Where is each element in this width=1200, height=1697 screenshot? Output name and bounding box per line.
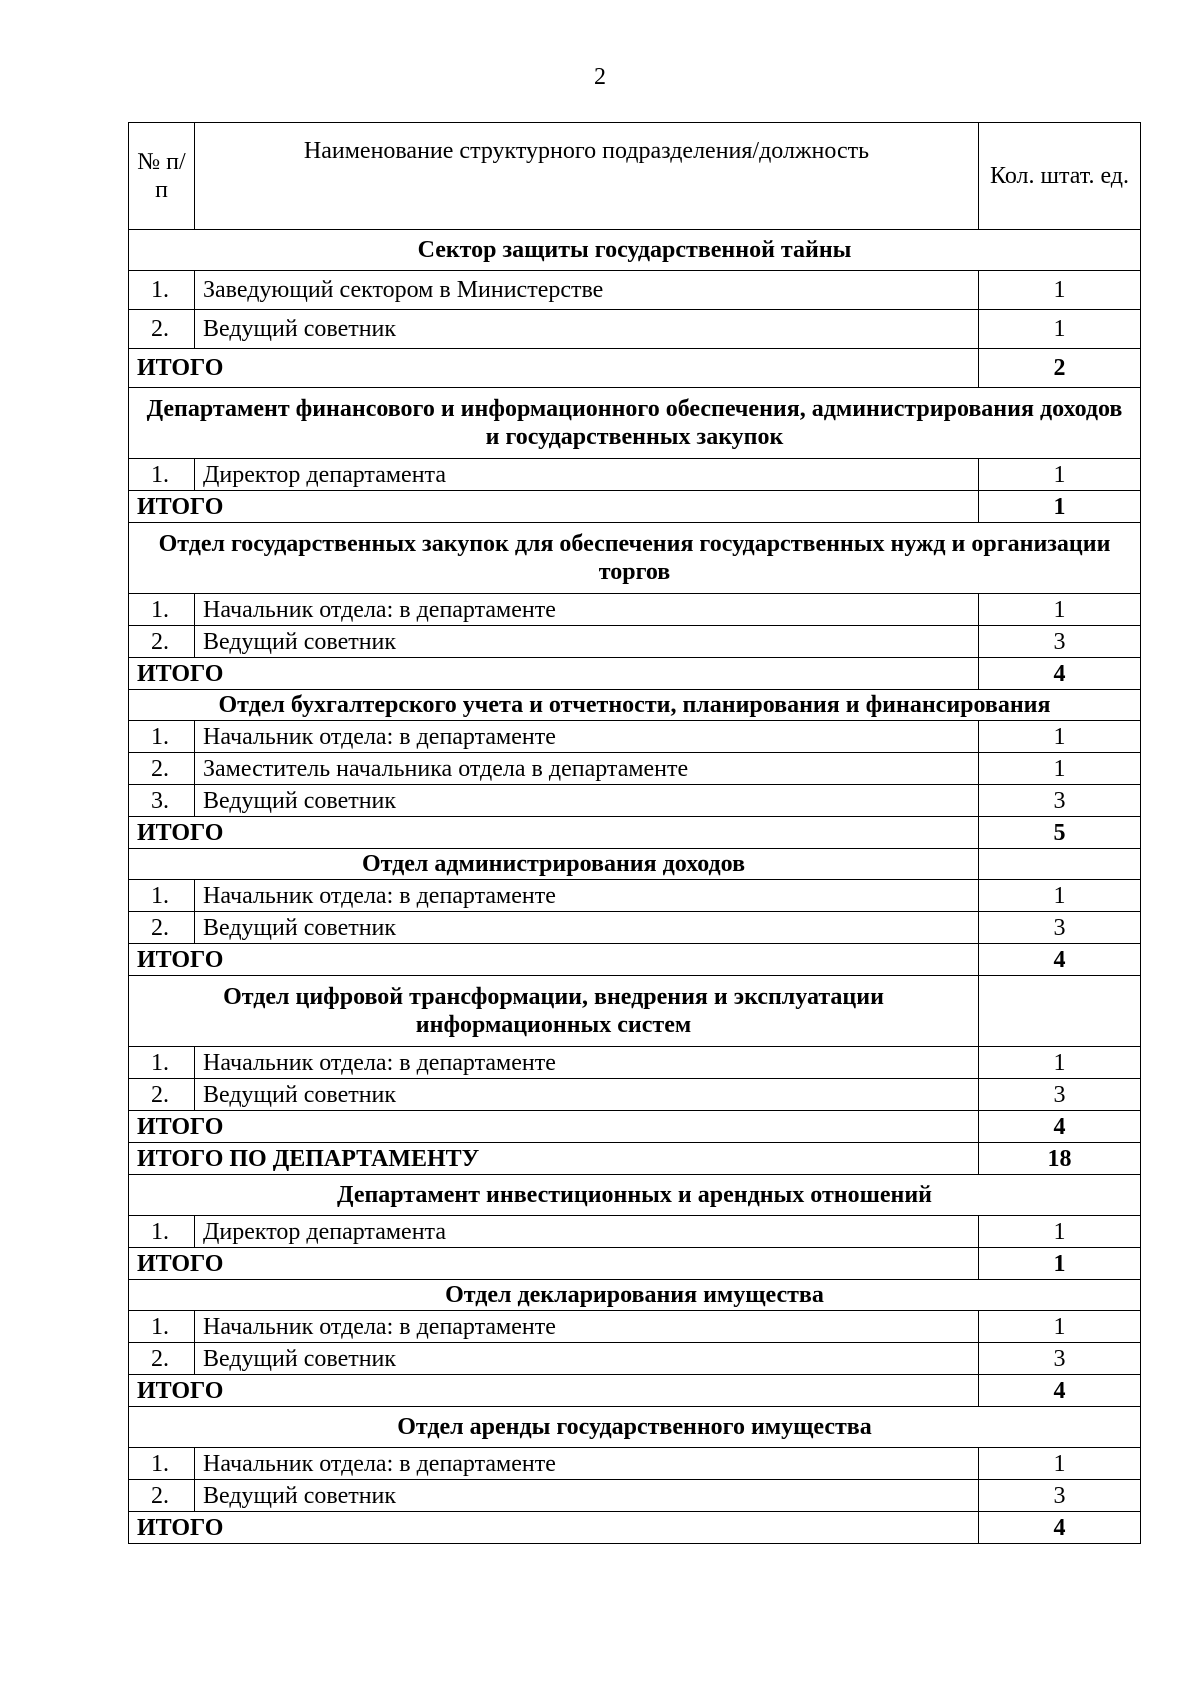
row-number: 1. [129,594,195,626]
row-position: Ведущий советник [195,626,979,658]
row-number: 2. [129,1079,195,1111]
section-title-row [129,388,1141,459]
row-count: 1 [979,459,1141,491]
header-num: № п/п [129,123,195,230]
row-position: Ведущий советник [195,1480,979,1512]
row-position: Заведующий сектором в Министерстве [195,271,979,310]
row-count: 1 [979,753,1141,785]
row-number: 1. [129,271,195,310]
table-row [129,912,1141,944]
department-total-value: 18 [979,1143,1141,1175]
section-title: Отдел декларирования имущества [129,1280,1141,1311]
table-row [129,1216,1141,1248]
row-count: 1 [979,1448,1141,1480]
section-title-row [129,690,1141,721]
total-row [129,491,1141,523]
section-title-row [129,1407,1141,1448]
row-number: 1. [129,1216,195,1248]
table-row [129,785,1141,817]
table-row [129,271,1141,310]
total-value: 4 [979,1111,1141,1143]
total-row [129,658,1141,690]
total-row [129,349,1141,388]
table-row [129,753,1141,785]
total-row [129,1111,1141,1143]
row-count: 3 [979,1343,1141,1375]
table-row [129,459,1141,491]
row-count: 1 [979,1047,1141,1079]
row-position: Заместитель начальника отдела в департаменте [195,753,979,785]
section-title: Отдел бухгалтерского учета и отчетности, планирования и финансирования [129,690,1141,721]
row-count: 3 [979,785,1141,817]
row-position: Директор департамента [195,1216,979,1248]
table-row [129,880,1141,912]
total-value: 1 [979,1248,1141,1280]
header-name: Наименование структурного подразделения/должность [195,123,979,230]
section-title: Отдел государственных закупок для обеспечения государственных нужд и организации торгов [129,523,1141,594]
section-title: Отдел цифровой трансформации, внедрения и эксплуатации информационных систем [129,976,979,1047]
total-value: 4 [979,1375,1141,1407]
staff-table [128,122,1141,1544]
row-position: Начальник отдела: в департаменте [195,594,979,626]
table-row [129,1480,1141,1512]
section-title-row [129,523,1141,594]
row-count: 3 [979,1079,1141,1111]
total-label: ИТОГО [129,817,979,849]
total-row [129,1248,1141,1280]
table-row [129,1311,1141,1343]
row-position: Ведущий советник [195,912,979,944]
total-value: 4 [979,1512,1141,1544]
page-number: 2 [594,64,606,90]
row-number: 1. [129,880,195,912]
section-title-row [129,230,1141,271]
total-row [129,1375,1141,1407]
row-number: 1. [129,1047,195,1079]
table-row [129,1343,1141,1375]
section-title-row [129,976,1141,1047]
row-count: 3 [979,912,1141,944]
table-row [129,594,1141,626]
total-label: ИТОГО [129,491,979,523]
total-label: ИТОГО [129,349,979,388]
row-count: 3 [979,1480,1141,1512]
row-number: 2. [129,310,195,349]
row-number: 2. [129,753,195,785]
row-position: Начальник отдела: в департаменте [195,1448,979,1480]
section-title-row [129,1280,1141,1311]
total-row [129,1512,1141,1544]
total-label: ИТОГО [129,1248,979,1280]
total-label: ИТОГО [129,658,979,690]
department-total-label: ИТОГО ПО ДЕПАРТАМЕНТУ [129,1143,979,1175]
row-position: Начальник отдела: в департаменте [195,1047,979,1079]
row-number: 1. [129,459,195,491]
total-value: 5 [979,817,1141,849]
row-number: 2. [129,1480,195,1512]
row-number: 1. [129,721,195,753]
row-position: Ведущий советник [195,310,979,349]
total-label: ИТОГО [129,1375,979,1407]
section-title: Департамент инвестиционных и арендных отношений [129,1175,1141,1216]
row-number: 3. [129,785,195,817]
section-title-row [129,1175,1141,1216]
total-value: 4 [979,658,1141,690]
row-position: Начальник отдела: в департаменте [195,880,979,912]
department-total-row [129,1143,1141,1175]
table-row [129,310,1141,349]
row-position: Директор департамента [195,459,979,491]
section-title: Отдел аренды государственного имущества [129,1407,1141,1448]
table-row [129,721,1141,753]
section-title: Отдел администрирования доходов [129,849,979,880]
header-count: Кол. штат. ед. [979,123,1141,230]
total-label: ИТОГО [129,1111,979,1143]
row-position: Начальник отдела: в департаменте [195,721,979,753]
row-number: 2. [129,626,195,658]
row-count: 3 [979,626,1141,658]
total-label: ИТОГО [129,1512,979,1544]
section-title: Департамент финансового и информационного обеспечения, администрирования доходов и государственных закупок [129,388,1141,459]
row-count: 1 [979,721,1141,753]
row-number: 2. [129,912,195,944]
table-row [129,626,1141,658]
table-row [129,1047,1141,1079]
row-number: 1. [129,1448,195,1480]
row-count: 1 [979,271,1141,310]
row-position: Начальник отдела: в департаменте [195,1311,979,1343]
total-value: 2 [979,349,1141,388]
table-row [129,1079,1141,1111]
section-title: Сектор защиты государственной тайны [129,230,1141,271]
row-count: 1 [979,1311,1141,1343]
row-count: 1 [979,880,1141,912]
empty-cell [979,976,1141,1047]
total-row [129,817,1141,849]
row-position: Ведущий советник [195,785,979,817]
row-position: Ведущий советник [195,1079,979,1111]
empty-cell [979,849,1141,880]
total-value: 1 [979,491,1141,523]
row-number: 2. [129,1343,195,1375]
total-label: ИТОГО [129,944,979,976]
row-count: 1 [979,1216,1141,1248]
total-value: 4 [979,944,1141,976]
table-header-row [129,123,1141,230]
row-count: 1 [979,310,1141,349]
row-number: 1. [129,1311,195,1343]
row-position: Ведущий советник [195,1343,979,1375]
section-title-row [129,849,1141,880]
table-row [129,1448,1141,1480]
total-row [129,944,1141,976]
row-count: 1 [979,594,1141,626]
